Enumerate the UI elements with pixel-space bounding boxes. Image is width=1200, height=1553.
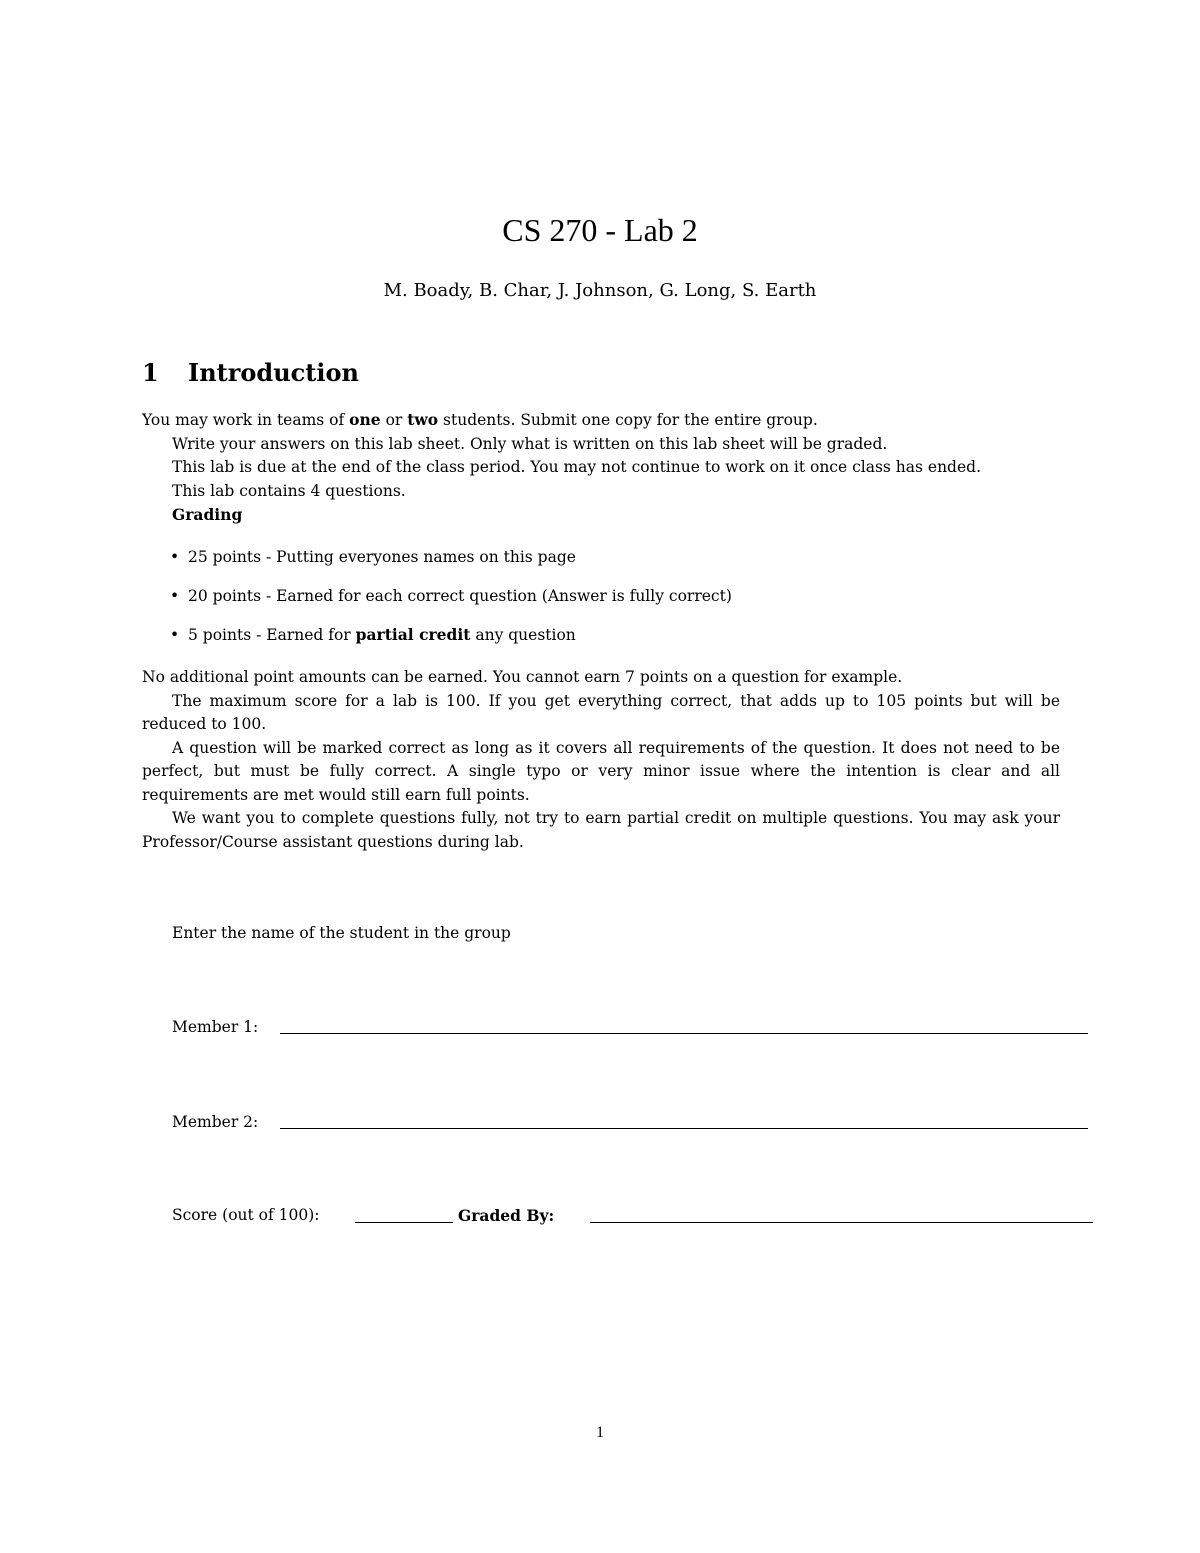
group-prompt: Enter the name of the student in the group [172,924,511,942]
grading-bullet-list [170,545,1070,662]
member2-label: Member 2: [172,1113,259,1131]
rules-paragraph-2: The maximum score for a lab is 100. If you get everything correct, that adds up to 105 points but will be reduced to 100. [142,691,1060,733]
section-heading [142,358,359,387]
rules-block [142,666,1060,854]
bullet-text: 5 points - Earned for [188,626,356,644]
intro-text: You may work in teams of [142,411,350,429]
bullet-text: any question [470,626,576,644]
member1-label: Member 1: [172,1018,259,1036]
page-number: 1 [596,1424,604,1441]
rules-paragraph-1: No additional point amounts can be earned. You cannot earn 7 points on a question for example. [142,668,903,686]
intro-text: or [380,411,408,429]
graded-by-line[interactable] [590,1222,1093,1223]
section-title: Introduction [188,358,359,387]
document-title: CS 270 - Lab 2 [502,212,698,248]
bullet-icon: • [170,548,180,566]
intro-paragraph-4: This lab contains 4 questions. [172,481,406,500]
graded-by-label: Graded By: [458,1206,555,1225]
list-item [170,584,1070,623]
rules-paragraph-4: We want you to complete questions fully, not try to earn partial credit on multiple questions. You may ask your Professor/Course assistant questions during lab. [142,809,1060,851]
member1-name-line[interactable] [280,1033,1088,1034]
intro-block [142,408,1060,527]
intro-paragraph-3: This lab is due at the end of the class period. You may not continue to work on it once class has ended. [172,458,982,476]
emphasis-two: two [407,410,439,429]
document-authors: M. Boady, B. Char, J. Johnson, G. Long, S. Earth [383,280,817,301]
grading-label: Grading [172,505,243,524]
list-item [170,545,1070,584]
section-number: 1 [142,358,159,387]
member2-name-line[interactable] [280,1128,1088,1129]
bullet-icon: • [170,587,180,605]
rules-paragraph-3: A question will be marked correct as long as it covers all requirements of the question. It does not need to be perfect, but must be fully correct. A single typo or very minor issue where the intention is clear and all requirements are met would still earn full points. [142,738,1060,804]
bullet-text: 25 points - Putting everyones names on this page [188,548,576,566]
emphasis-one: one [349,410,381,429]
intro-paragraph-2: Write your answers on this lab sheet. Only what is written on this lab sheet will be graded. [172,434,888,453]
intro-text: students. Submit one copy for the entire group. [438,411,818,429]
bullet-icon: • [170,626,180,644]
score-line[interactable] [355,1222,453,1223]
emphasis-partial-credit: partial credit [355,625,471,644]
bullet-text: 20 points - Earned for each correct question (Answer is fully correct) [188,587,732,605]
list-item [170,623,1070,662]
score-label: Score (out of 100): [172,1206,320,1224]
intro-paragraph-1 [142,408,1060,433]
